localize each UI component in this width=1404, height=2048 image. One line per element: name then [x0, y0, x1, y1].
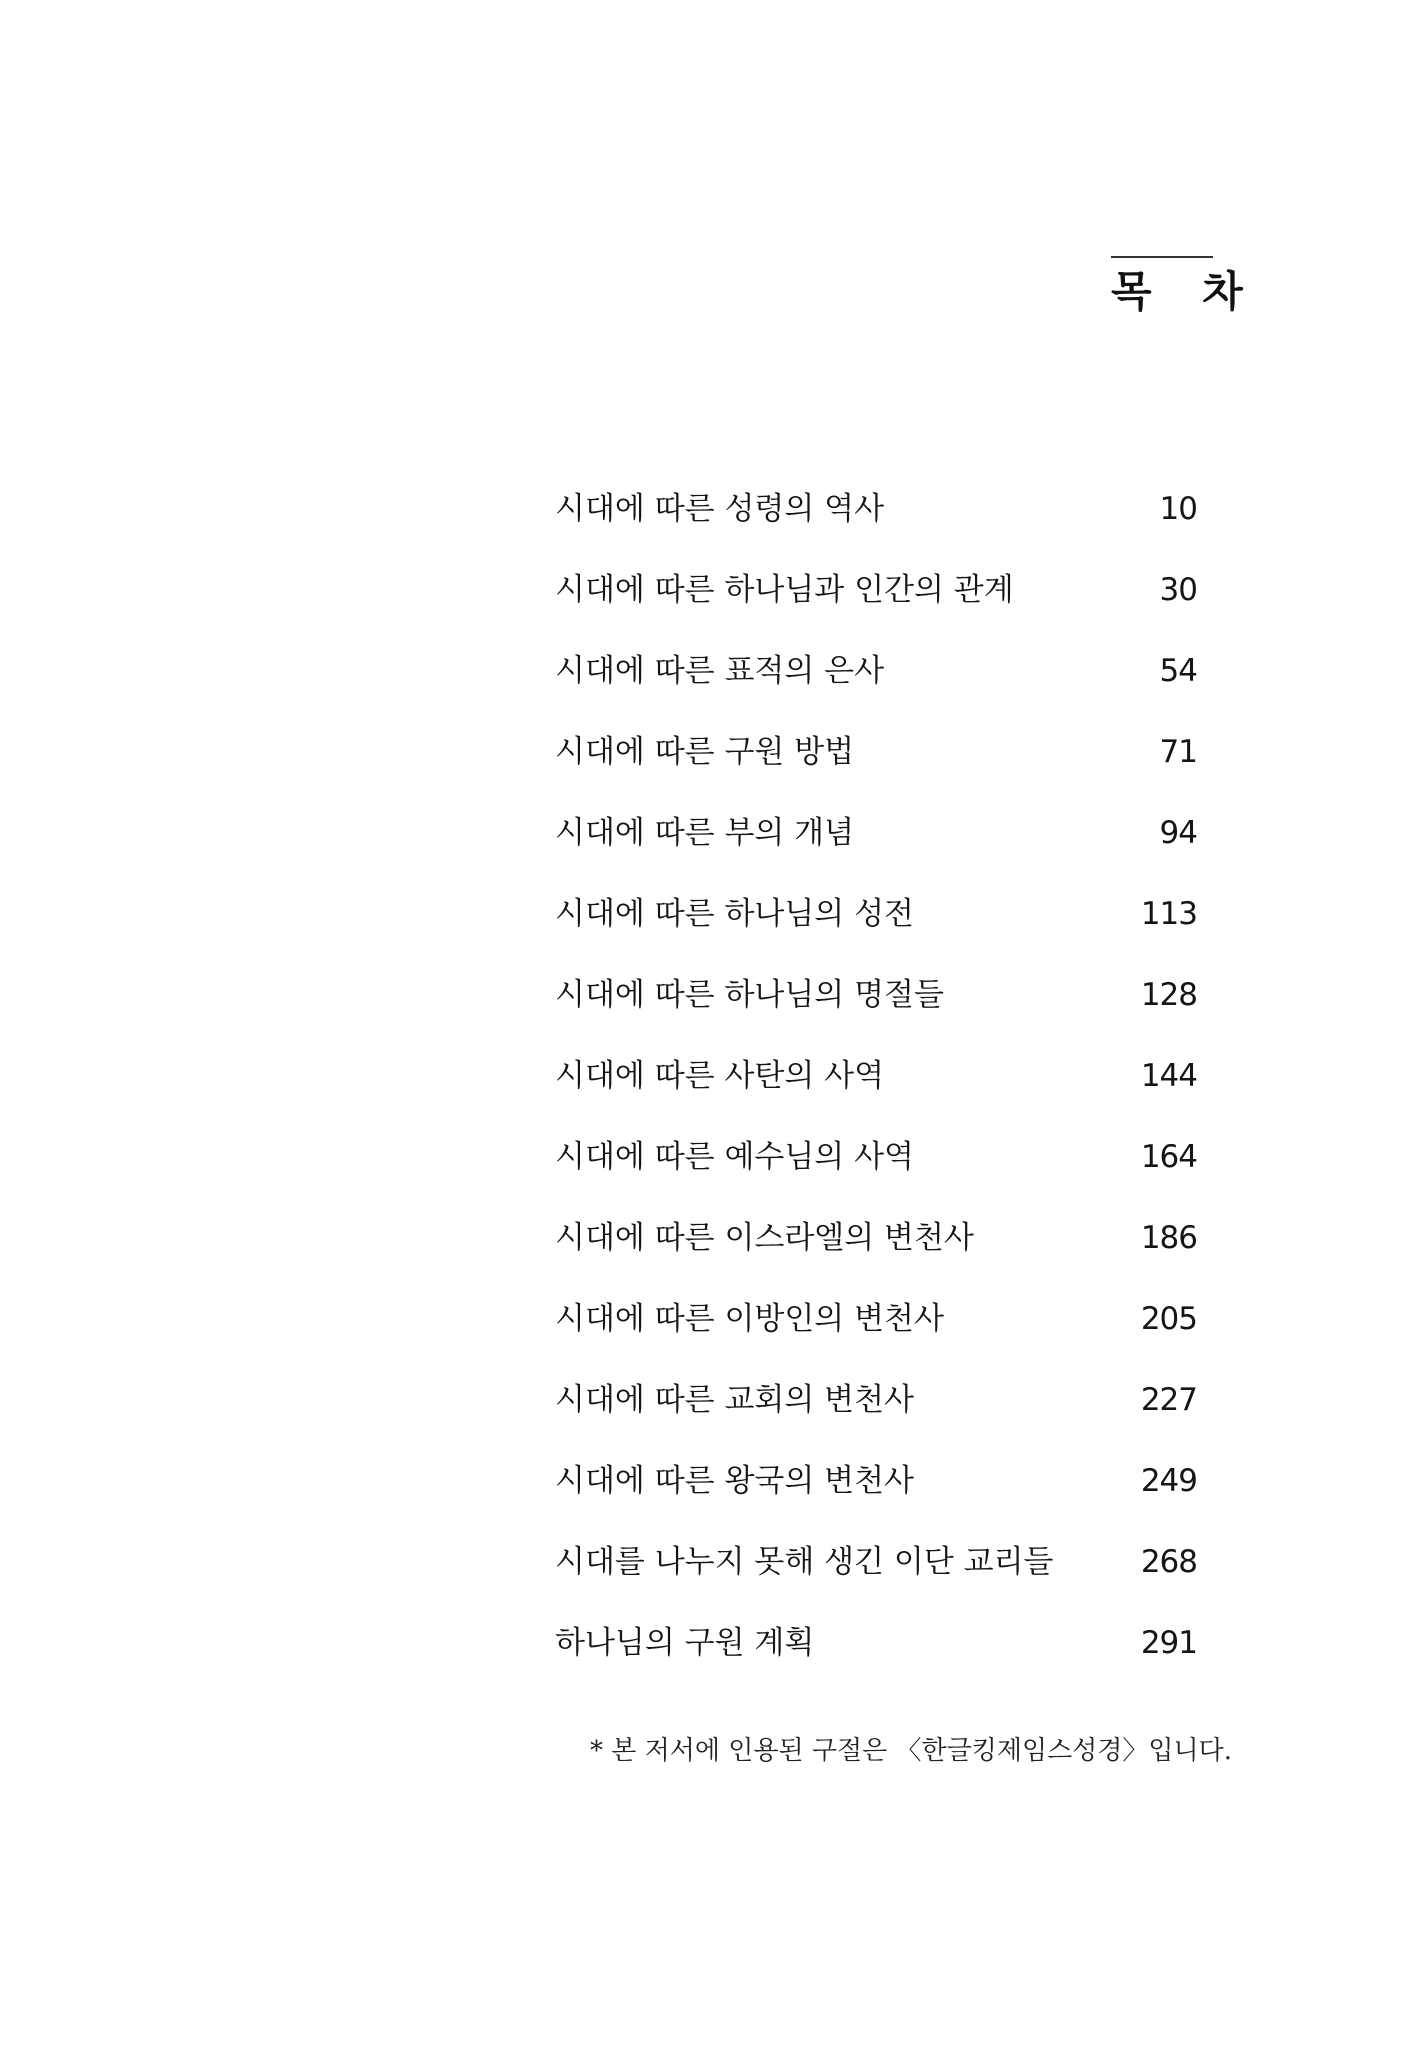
toc-entry-title: 시대에 따른 구원 방법: [555, 733, 855, 770]
toc-entry-title: 시대에 따른 하나님과 인간의 관계: [555, 571, 1014, 608]
toc-entry-page: 291: [1140, 1624, 1197, 1661]
toc-entry-title: 시대에 따른 하나님의 성전: [555, 895, 914, 932]
toc-entry-page: 227: [1140, 1381, 1197, 1418]
toc-entry: [555, 1521, 1205, 1602]
toc-entry-title: 시대에 따른 부의 개념: [555, 814, 855, 851]
toc-entry-page: 71: [1159, 733, 1197, 770]
toc-entry: [555, 954, 1205, 1035]
toc-entry-page: 30: [1159, 571, 1197, 608]
toc-entry-page: 249: [1140, 1462, 1197, 1499]
toc-entry: [555, 1602, 1205, 1683]
toc-entry: [555, 1035, 1205, 1116]
toc-entry-page: 10: [1159, 490, 1197, 527]
toc-entry-page: 268: [1140, 1543, 1197, 1580]
toc-entry-page: 205: [1140, 1300, 1197, 1337]
toc-entry-title: 시대에 따른 이방인의 변천사: [555, 1300, 944, 1337]
toc-entry-page: 144: [1140, 1057, 1197, 1094]
toc-entry: [555, 873, 1205, 954]
toc-entry-page: 54: [1159, 652, 1197, 689]
title-rule: [1111, 256, 1213, 258]
toc-entry-page: 94: [1159, 814, 1197, 851]
toc-entry-title: 시대에 따른 성령의 역사: [555, 490, 885, 527]
table-of-contents: [555, 468, 1205, 1683]
toc-entry: [555, 468, 1205, 549]
toc-entry-page: 164: [1140, 1138, 1197, 1175]
toc-entry-title: 시대에 따른 왕국의 변천사: [555, 1462, 914, 1499]
toc-entry-page: 128: [1140, 976, 1197, 1013]
toc-entry: [555, 792, 1205, 873]
toc-entry: [555, 549, 1205, 630]
toc-entry: [555, 1440, 1205, 1521]
toc-entry-title: 하나님의 구원 계획: [555, 1624, 815, 1661]
page-title: 목 차: [1111, 267, 1261, 316]
toc-entry: [555, 1197, 1205, 1278]
toc-entry-title: 시대를 나누지 못해 생긴 이단 교리들: [555, 1543, 1054, 1580]
toc-entry-title: 시대에 따른 교회의 변천사: [555, 1381, 914, 1418]
toc-entry: [555, 1278, 1205, 1359]
toc-entry: [555, 1116, 1205, 1197]
toc-entry-title: 시대에 따른 표적의 은사: [555, 652, 885, 689]
toc-entry-title: 시대에 따른 이스라엘의 변천사: [555, 1219, 974, 1256]
toc-entry-title: 시대에 따른 하나님의 명절들: [555, 976, 944, 1013]
toc-entry-title: 시대에 따른 예수님의 사역: [555, 1138, 914, 1175]
toc-entry-page: 186: [1140, 1219, 1197, 1256]
toc-entry: [555, 711, 1205, 792]
footnote: * 본 저서에 인용된 구절은 〈한글킹제임스성경〉입니다.: [590, 1736, 1233, 1766]
toc-entry-title: 시대에 따른 사탄의 사역: [555, 1057, 885, 1094]
toc-entry: [555, 630, 1205, 711]
toc-entry: [555, 1359, 1205, 1440]
toc-entry-page: 113: [1140, 895, 1197, 932]
